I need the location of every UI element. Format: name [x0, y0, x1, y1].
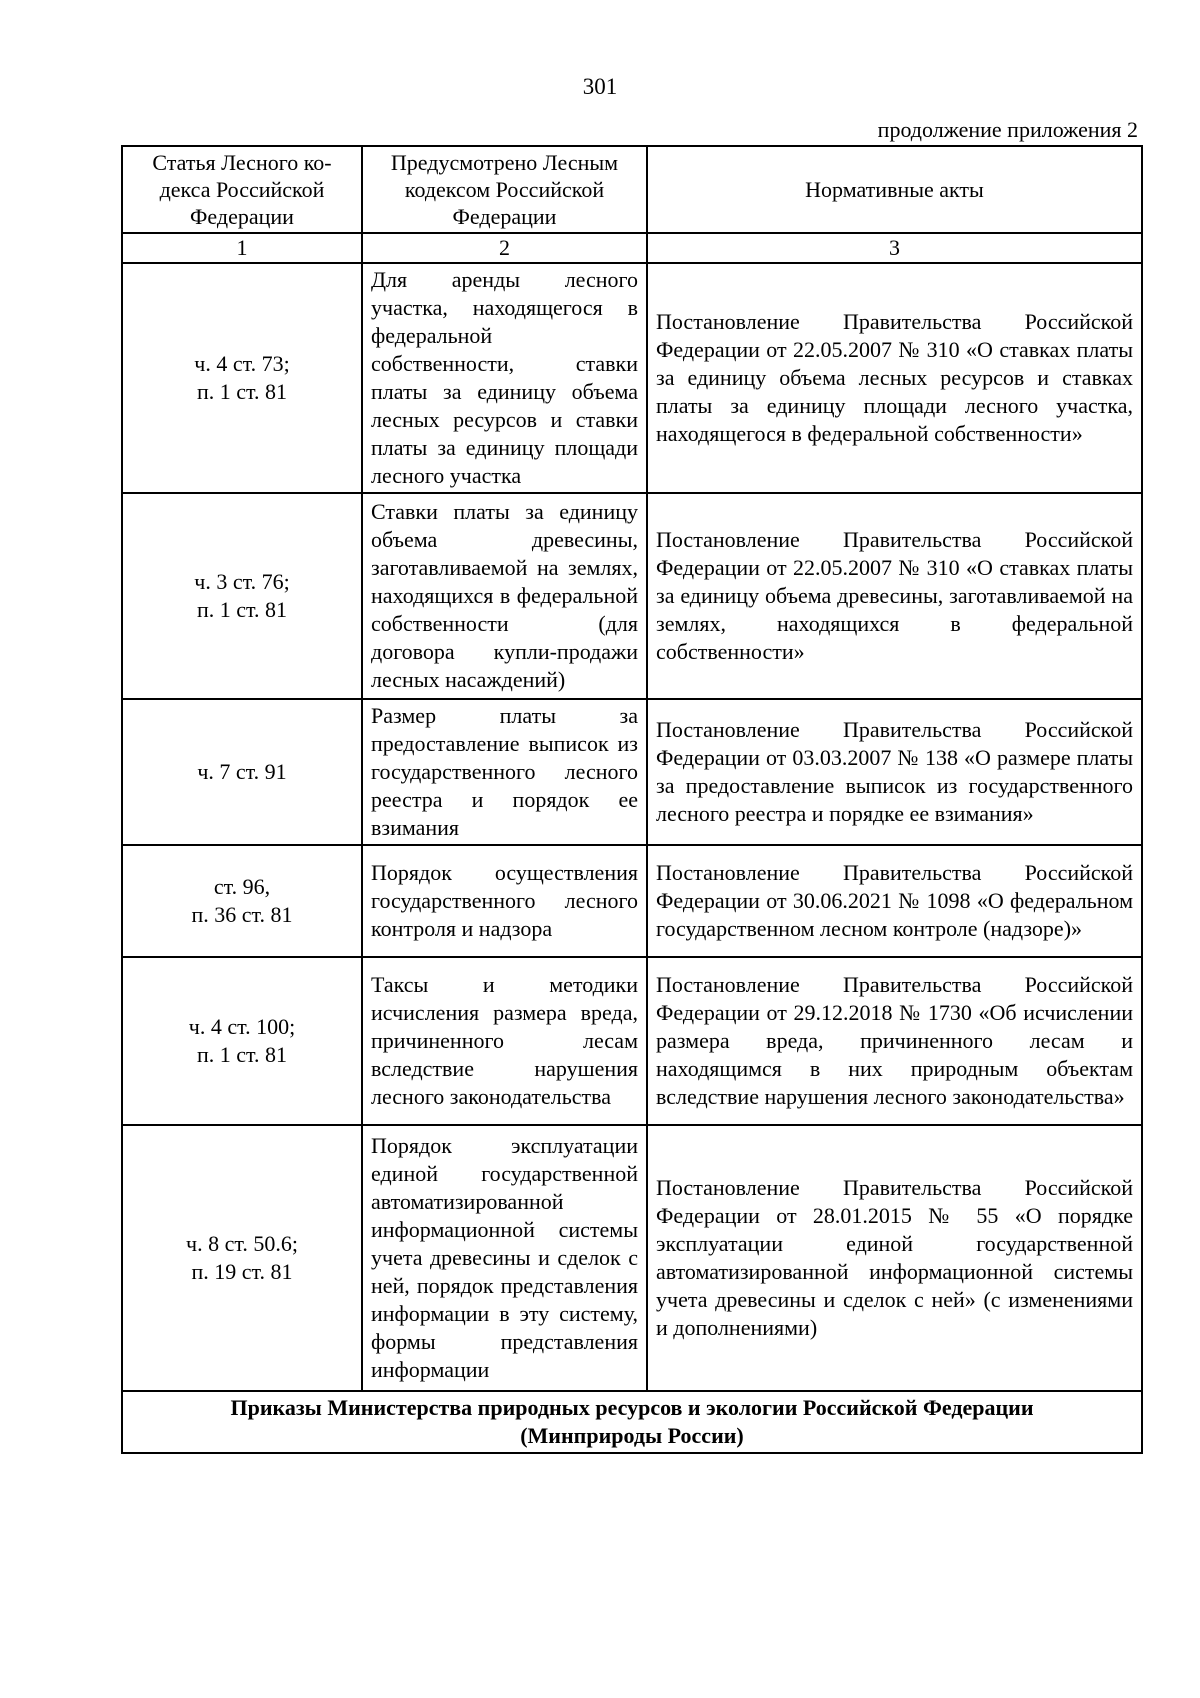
article-line: ч. 4 ст. 100; — [188, 1014, 296, 1039]
table-row — [122, 1125, 1142, 1391]
column-number: 3 — [647, 233, 1142, 263]
header-line: декса Российской — [159, 177, 325, 202]
article-cell — [122, 699, 362, 845]
header-article — [122, 146, 362, 233]
provision-cell: Размер платы за предоставление выписок из государственного лесного реестра и порядок ее взимания — [362, 699, 647, 845]
section-heading-row — [122, 1391, 1142, 1453]
act-cell: Постановление Правительства Российской Федерации от 29.12.2018 № 1730 «Об исчислении размера вреда, причиненного лесам и находящимся в них природным объектам вследствие нарушения лесного законодательства» — [647, 957, 1142, 1125]
header-line: Предусмотрено Лесным — [390, 150, 619, 175]
header-line: Статья Лесного ко- — [152, 150, 332, 175]
provision-cell: Порядок эксплуатации единой государственной автоматизированной информационной системы учета древесины и сделок с ней, порядок представления информации в эту систему, формы представления информации — [362, 1125, 647, 1391]
article-cell — [122, 1125, 362, 1391]
table-row — [122, 699, 1142, 845]
article-line: ч. 8 ст. 50.6; — [186, 1231, 298, 1256]
column-number: 1 — [122, 233, 362, 263]
header-line: Федерации — [190, 204, 294, 229]
article-line: п. 19 ст. 81 — [191, 1259, 293, 1284]
act-cell: Постановление Правительства Российской Федерации от 22.05.2007 № 310 «О ставках платы за единицу объема лесных ресурсов и ставках платы за единицу площади лесного участка, находящегося в федеральной собственности» — [647, 263, 1142, 493]
provision-cell: Таксы и методики исчисления размера вреда, причиненного лесам вследствие нарушения лесного законодательства — [362, 957, 647, 1125]
section-heading-line: Приказы Министерства природных ресурсов и экологии Российской Федерации — [230, 1395, 1034, 1420]
regulations-table — [121, 145, 1143, 1454]
table-row — [122, 493, 1142, 699]
continuation-note: продолжение приложения 2 — [877, 117, 1138, 142]
article-line: п. 36 ст. 81 — [191, 902, 293, 927]
article-cell — [122, 845, 362, 957]
table-header-row — [122, 146, 1142, 233]
provision-cell: Порядок осуществления государственного лесного контроля и надзора — [362, 845, 647, 957]
article-cell — [122, 957, 362, 1125]
article-line: п. 1 ст. 81 — [197, 379, 287, 404]
act-cell: Постановление Правительства Российской Федерации от 28.01.2015 № 55 «О порядке эксплуатации единой государственной автоматизированной информационной системы учета древесины и сделок с ней» (с изменениями и дополнениями) — [647, 1125, 1142, 1391]
section-heading — [122, 1391, 1142, 1453]
header-provision — [362, 146, 647, 233]
header-acts — [647, 146, 1142, 233]
header-line: кодексом Российской — [404, 177, 605, 202]
table-row — [122, 957, 1142, 1125]
header-line: Нормативные акты — [805, 177, 984, 202]
act-cell: Постановление Правительства Российской Федерации от 22.05.2007 № 310 «О ставках платы за единицу объема древесины, заготавливаемой на землях, находящихся в федеральной собственности» — [647, 493, 1142, 699]
column-number-row — [122, 233, 1142, 263]
provision-cell: Для аренды лесного участка, находящегося в федеральной собственности, ставки платы за единицу объема лесных ресурсов и ставки платы за единицу площади лесного участка — [362, 263, 647, 493]
article-line: п. 1 ст. 81 — [197, 1042, 287, 1067]
header-line: Федерации — [452, 204, 557, 229]
article-line: п. 1 ст. 81 — [197, 597, 287, 622]
article-line: ст. 96, — [213, 874, 271, 899]
article-line: ч. 4 ст. 73; — [194, 351, 290, 376]
act-cell: Постановление Правительства Российской Федерации от 03.03.2007 № 138 «О размере платы за предоставление выписок из государственного лесного реестра и порядке ее взимания» — [647, 699, 1142, 845]
provision-cell: Ставки платы за единицу объема древесины, заготавливаемой на землях, находящихся в федеральной собственности (для договора купли-продажи лесных насаждений) — [362, 493, 647, 699]
column-number: 2 — [362, 233, 647, 263]
article-cell — [122, 493, 362, 699]
article-cell — [122, 263, 362, 493]
table-row — [122, 845, 1142, 957]
article-line: ч. 3 ст. 76; — [194, 569, 290, 594]
act-cell: Постановление Правительства Российской Федерации от 30.06.2021 № 1098 «О федеральном государственном лесном контроле (надзоре)» — [647, 845, 1142, 957]
page-number: 301 — [582, 74, 618, 99]
section-heading-line: (Минприроды России) — [520, 1423, 744, 1448]
table-row — [122, 263, 1142, 493]
article-line: ч. 7 ст. 91 — [197, 759, 287, 784]
